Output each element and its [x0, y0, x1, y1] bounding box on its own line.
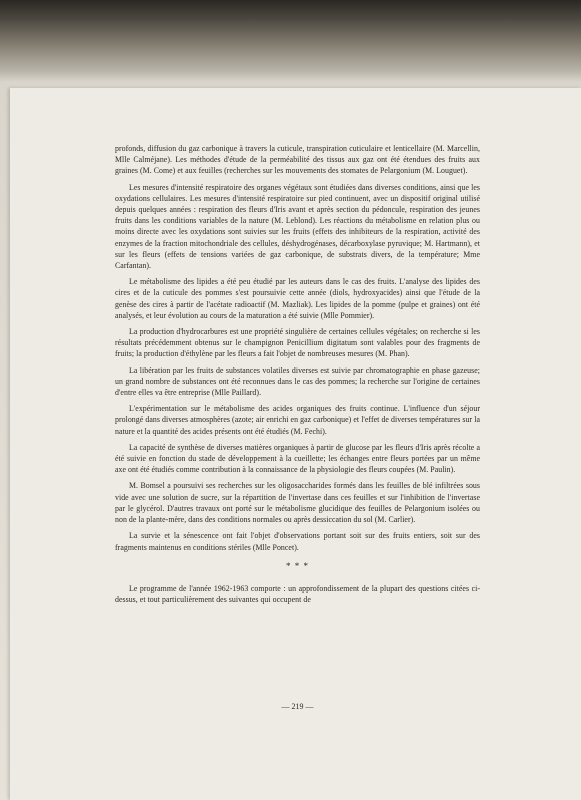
paragraph-6: L'expérimentation sur le métabolisme des acides organiques des fruits continue. L'influence d'un séjour prolongé dans diverses atmosphères (azote; air enrichi en gaz carbonique) et l'effet de diverses températures sur la nature et la quantité des acides présents ont été étudiés (M. Fechi). — [115, 404, 480, 436]
paragraph-2: Les mesures d'intensité respiratoire des organes végétaux sont étudiées dans diverses conditions, ainsi que les oxydations cellulaires. Les mesures d'intensité respiratoire sur pied continuent, avec un dispositif original utilisé depuis quelques années : respiration des fleurs d'Iris avant et après section du pédoncule, respiration des jeunes fruits dans les conditions variables de la nature (M. Leblond). Les réactions du métabolisme en relation plus ou moins directe avec les oxydations sont suivies sur les fruits (effets des inhibiteurs de la respiration, activité des enzymes de la fraction mitochondriale des cellules, déshydrogénases, décarboxylase pyruvique; M. Hartmann), et sur les fleurs (effets de tensions variées de gaz carbonique, de substrats divers, de la température; Mme Carfantan). — [115, 182, 480, 271]
paragraph-1: profonds, diffusion du gaz carbonique à travers la cuticule, transpiration cuticulaire et lenticellaire (M. Marcellin, Mlle Calméjane). Les méthodes d'étude de la perméabilité des tissus aux gaz ont été étendues des fruits aux graines (M. Come) et aux feuilles (recherches sur les mouvements des stomates de Pelargonium (M. Louguet). — [115, 144, 480, 176]
paper-sheet — [10, 88, 581, 800]
paragraph-3: Le métabolisme des lipides a été peu étudié par les auteurs dans le cas des fruits. L'analyse des lipides des cires et de la cuticule des pommes s'est poursuivie cette année (diols, hydroxyacides) ainsi que l'étude de la genèse des cires à partir de l'acétate radioactif (M. Mazliak). Les lipides de la pomme (pulpe et graines) ont été analysés, et leur évolution au cours de la maturation a été suivie (Mlle Pommier). — [115, 277, 480, 320]
paragraph-8: M. Bomsel a poursuivi ses recherches sur les oligosaccharides formés dans les feuilles de blé infiltrées sous vide avec une solution de sucre, sur la répartition de l'invertase dans ces feuilles et sur l'inhibition de l'invertase par le glycérol. D'autres travaux ont porté sur le métabolisme glucidique des feuilles de Pelargonium isolées ou non de la plante-mère, dans des conditions normales ou après dessiccation du sol (M. Carlier). — [115, 481, 480, 525]
closing-paragraph: Le programme de l'année 1962-1963 comporte : un approfondissement de la plupart des questions citées ci-dessus, et tout particulièrement des suivantes qui occupent de — [115, 583, 480, 604]
paragraph-7: La capacité de synthèse de diverses matières organiques à partir de glucose par les fleurs d'Iris après récolte a été suivie en fonction du stade de développement à la cueillette; les échanges entre fleurs portées par un même axe ont été étudiés comme contribution à la connaissance de la physiologie des fleurs coupées (M. Paulin). — [115, 442, 480, 475]
paragraph-9: La survie et la sénescence ont fait l'objet d'observations portant soit sur des fruits entiers, soit sur des fragments maintenus en conditions stériles (Mlle Poncet). — [115, 531, 480, 552]
page-number: — 219 — — [281, 702, 314, 711]
paragraph-5: La libération par les fruits de substances volatiles diverses est suivie par chromatographie en phase gazeuse; un grand nombre de substances ont été reconnues dans le cas des pommes; la recherche sur l'origine de certaines d'entre elles va être entreprise (Mlle Paillard). — [115, 365, 480, 398]
section-separator: * * * — [286, 560, 309, 571]
document-body — [115, 143, 480, 610]
paragraph-4: La production d'hydrocarbures est une propriété singulière de certaines cellules végétales; on recherche si les résultats précédemment obtenus sur le champignon Penicillium digitatum sont valables pour des fragments de fruits; la production d'éthylène par les fleurs a fait l'objet de nombreuses mesures (M. Phan). — [115, 327, 480, 359]
